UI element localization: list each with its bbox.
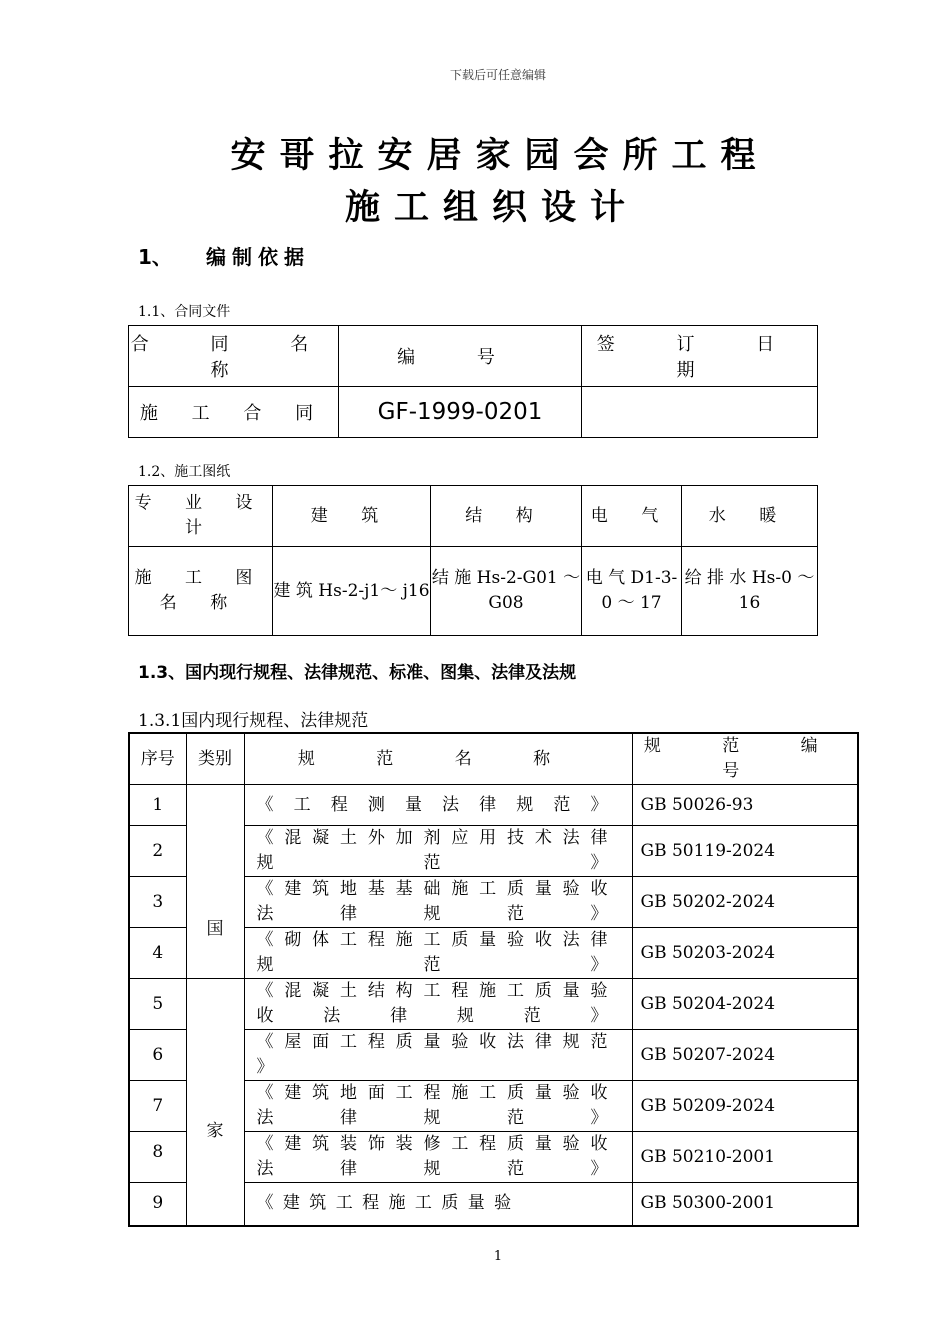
- regulation-code: GB 50209-2024: [632, 1081, 858, 1132]
- contract-table: [128, 325, 818, 438]
- regulation-code: GB 50202-2024: [632, 877, 858, 928]
- drawing-electrical-cell: 电 气 D1-3-0 ～ 17: [582, 547, 682, 636]
- contract-code-cell: GF-1999-0201: [339, 387, 582, 438]
- regulation-code: GB 50300-2001: [632, 1183, 858, 1226]
- drawing-structure-cell: 结 施 Hs-2-G01 ～ G08: [431, 547, 582, 636]
- section-heading-1: [138, 241, 310, 270]
- row-seq: 6: [129, 1030, 186, 1081]
- regulation-name: 《 建 筑 工 程 施 工 质 量 验: [244, 1183, 632, 1226]
- regulation-code: GB 50207-2024: [632, 1030, 858, 1081]
- row-seq: 8: [129, 1132, 186, 1183]
- subsection-heading-1-3: 1.3、国内现行规程、法律规范、标准、图集、法律及法规: [138, 663, 577, 683]
- header-discipline: 专 业 设 计: [129, 486, 273, 547]
- header-seq: 序号: [129, 733, 186, 785]
- row-seq: 5: [129, 979, 186, 1030]
- regulation-code: GB 50204-2024: [632, 979, 858, 1030]
- contract-name-cell: 施 工 合 同: [129, 387, 339, 438]
- row-seq: 4: [129, 928, 186, 979]
- category-cell-top: 国: [186, 785, 244, 979]
- header-regulation-code: 规 范 编 号: [632, 733, 858, 785]
- section-title: 编制依据: [206, 245, 310, 269]
- regulation-name: 《 建 筑 地 面 工 程 施 工 质 量 验 收 法 律 规 范 》: [244, 1081, 632, 1132]
- row-seq: 7: [129, 1081, 186, 1132]
- drawings-table: [128, 485, 818, 636]
- row-seq: 1: [129, 785, 186, 826]
- header-note: 下载后可任意编辑: [449, 68, 546, 82]
- drawing-name-label: 施 工 图 名 称: [129, 547, 273, 636]
- regulation-code: GB 50203-2024: [632, 928, 858, 979]
- header-regulation-name: 规 范 名 称: [244, 733, 632, 785]
- document-title: 安哥拉安居家园会所工程: [230, 136, 770, 176]
- page-number: 1: [493, 1249, 503, 1264]
- drawing-architecture-cell: 建 筑 Hs-2-j1～ j16: [273, 547, 431, 636]
- header-structure: 结 构: [431, 486, 582, 547]
- subsection-heading-1-3-1: 1.3.1国内现行规程、法律规范: [138, 711, 369, 731]
- regulation-code: GB 50119-2024: [632, 826, 858, 877]
- header-plumbing-hvac: 水 暖: [682, 486, 818, 547]
- regulation-code: GB 50210-2001: [632, 1132, 858, 1183]
- header-contract-name: 合 同 名 称: [129, 326, 339, 387]
- regulation-name: 《 屋 面 工 程 质 量 验 收 法 律 规 范 》: [244, 1030, 632, 1081]
- header-sign-date: 签 订 日 期: [582, 326, 818, 387]
- header-contract-code: 编 号: [339, 326, 582, 387]
- drawing-plumbing-cell: 给 排 水 Hs-0 ～ 16: [682, 547, 818, 636]
- regulation-name: 《 建 筑 装 饰 装 修 工 程 质 量 验 收 法 律 规 范 》: [244, 1132, 632, 1183]
- contract-date-cell: [582, 387, 818, 438]
- regulation-name: 《 砌 体 工 程 施 工 质 量 验 收 法 律 规 范 》: [244, 928, 632, 979]
- section-number: 1、: [138, 245, 172, 269]
- regulation-code: GB 50026-93: [632, 785, 858, 826]
- regulation-name: 《 工 程 测 量 法 律 规 范 》: [244, 785, 632, 826]
- row-seq: 3: [129, 877, 186, 928]
- document-subtitle: 施工组织设计: [344, 188, 639, 228]
- header-category: 类别: [186, 733, 244, 785]
- subsection-heading-1-2: 1.2、施工图纸: [138, 464, 231, 480]
- regulation-name: 《 混 凝 土 外 加 剂 应 用 技 术 法 律 规 范 》: [244, 826, 632, 877]
- row-seq: 2: [129, 826, 186, 877]
- row-seq: 9: [129, 1183, 186, 1226]
- regulation-name: 《 建 筑 地 基 基 础 施 工 质 量 验 收 法 律 规 范 》: [244, 877, 632, 928]
- regulation-name: 《 混 凝 土 结 构 工 程 施 工 质 量 验 收 法 律 规 范 》: [244, 979, 632, 1030]
- subsection-heading-1-1: 1.1、合同文件: [138, 304, 231, 320]
- regulations-table: [128, 732, 859, 1227]
- header-architecture: 建 筑: [273, 486, 431, 547]
- header-electrical: 电 气: [582, 486, 682, 547]
- category-cell-bottom: 家: [186, 979, 244, 1226]
